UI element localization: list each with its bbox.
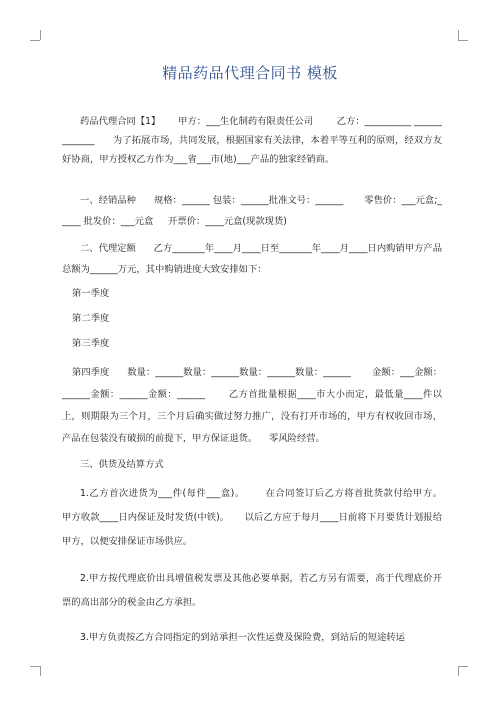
section-1-paragraph: 一、经销品种 规格：______ 包装：______批准文号：______ 零售价：___元盒;_____ 批发价：___元盒 开票价：____元盒(现款现货) <box>62 195 442 227</box>
crop-mark-bottom-left-v <box>40 666 41 676</box>
document-title: 精品药品代理合同书 模板 <box>162 64 338 82</box>
section-2-paragraph: 二、代理定额 乙方_______年____月____日至_______年____月____日内购销甲方产品总额为______万元，其中购销进度大致安排如下： <box>62 243 442 275</box>
crop-mark-bottom-right-h <box>458 666 468 667</box>
section-3-item-1: 1.乙方首次进货为___件(每件___盒)。 在合同签订后乙方将首批货款付给甲方。 甲方收款____日内保证及时发货(中铁)。 以后乙方应于每月____日前将下月要货计划报给甲方，以便安排保证市场供应。 <box>62 488 457 547</box>
quarter-4-paragraph: 第四季度 数量：______数量：______数量：______数量：______ 金额：___金额：______金额：______金额：______ 乙方首批量根据____市大小而定，最低量____件以上，则期限为三个月，三个月后确实做过努力推广，没有打开市场的，甲方有权收回市场，产品在包装没有破损的前提下，甲方保证退货。 零风险经营。 <box>62 367 442 444</box>
section-3-item-3: 3.甲方负责按乙方合同指定的到站承担一次性运费及保险费，到站后的短途转运 <box>80 632 405 643</box>
intro-paragraph: 药品代理合同【1】 甲方：___生化制药有限责任公司 乙方：__________ _____________ 为了拓展市场，共同发展，根据国家有关法律，本着平等互利的原则，经双方友好协商，甲方授权乙方作为___省___市(地)___产品的独家经销商。 <box>62 116 442 165</box>
section-3-item-2: 2.甲方按代理底价出具增值税发票及其他必要单据，若乙方另有需要，高于代理底价开票的高出部分的税金由乙方承担。 <box>62 573 442 608</box>
crop-mark-top-left-h <box>30 40 40 41</box>
quarter-2-line: 第二季度 <box>72 313 110 324</box>
crop-mark-top-right-v <box>458 30 459 40</box>
quarter-1-line: 第一季度 <box>72 288 110 299</box>
crop-mark-top-right-h <box>458 40 468 41</box>
crop-mark-bottom-right-v <box>458 666 459 676</box>
crop-mark-bottom-left-h <box>30 666 40 667</box>
section-3-heading: 三、供货及结算方式 <box>80 459 164 470</box>
quarter-3-line: 第三季度 <box>72 338 110 349</box>
crop-mark-top-left-v <box>40 30 41 40</box>
